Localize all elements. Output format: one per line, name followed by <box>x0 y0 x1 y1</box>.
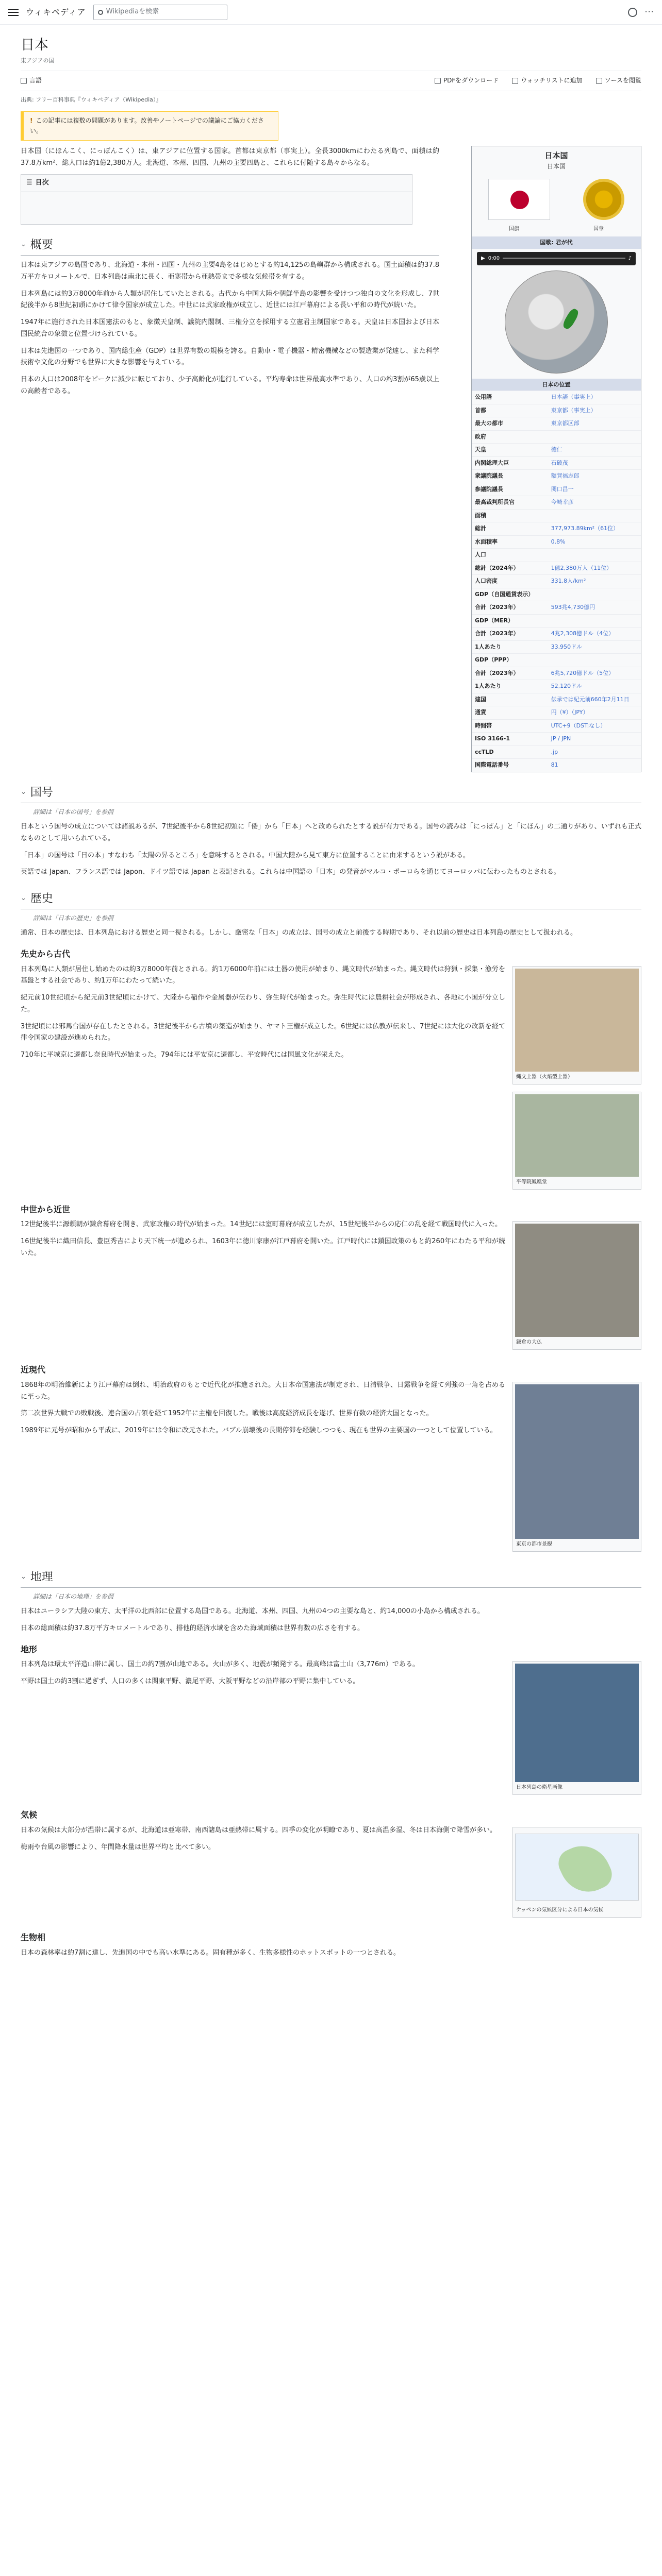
infobox <box>471 146 641 772</box>
infobox-key: 人口 <box>472 549 548 562</box>
chevron-down-icon[interactable]: ⌄ <box>21 1573 26 1581</box>
subsection-heading: 先史から古代 <box>21 949 71 959</box>
infobox-row <box>472 759 641 772</box>
paragraph: 日本列島に人類が居住し始めたのは約3万8000年前とされる。約1万6000年前には土器の使用が始まり、縄文時代が始まった。縄文時代は狩猟・採集・漁労を基盤とする社会であり、約1万年にわたって続いた。 <box>21 965 505 985</box>
more-icon[interactable]: ⋯ <box>644 6 654 18</box>
infobox-value[interactable]: 徳仁 <box>548 444 641 457</box>
infobox-value[interactable]: 石破茂 <box>548 456 641 470</box>
infobox-value[interactable]: 東京都区部 <box>548 417 641 431</box>
infobox-key: 最大の都市 <box>472 417 548 431</box>
infobox-key: GDP（MER） <box>472 614 548 628</box>
infobox-row <box>472 680 641 693</box>
infobox-value[interactable]: 593兆4,730億円 <box>548 601 641 615</box>
infobox-key: 政府 <box>472 430 548 444</box>
subsection-heading: 生物相 <box>21 1932 46 1942</box>
infobox-row <box>472 733 641 746</box>
infobox-value[interactable]: JP / JPN <box>548 733 641 746</box>
infobox-row <box>472 575 641 588</box>
infobox-value[interactable]: 伝承では紀元前660年2月11日 <box>548 693 641 706</box>
volume-icon[interactable]: ♪ <box>628 255 632 261</box>
map-caption: 日本の位置 <box>472 379 641 391</box>
figure-image[interactable] <box>515 1094 639 1177</box>
paragraph: 1989年に元号が昭和から平成に、2019年には令和に改元された。バブル崩壊後の長期停滞を経験しつつも、現在も世界の主要国の一つとして位置している。 <box>21 1427 497 1435</box>
figure[interactable] <box>512 1661 641 1795</box>
paragraph: 16世紀後半に織田信長、豊臣秀吉により天下統一が進められ、1603年に徳川家康が江戸幕府を開いた。江戸時代には鎖国政策のもと約260年にわたる平和が続いた。 <box>21 1238 505 1257</box>
anthem-audio-player[interactable] <box>477 252 636 265</box>
subsection-heading: 近現代 <box>21 1365 46 1375</box>
paragraph: 1868年の明治維新により江戸幕府は倒れ、明治政府のもとで近代化が推進された。大日本帝国憲法が制定され、日清戦争、日露戦争を経て列強の一角を占めるに至った。 <box>21 1381 505 1401</box>
figure-image[interactable] <box>515 1384 639 1539</box>
section-heading[interactable]: ⌄ 地理 <box>21 1568 641 1588</box>
paragraph: 日本の人口は2008年をピークに減少に転じており、少子高齢化が進行している。平均寿命は世界最高水準であり、人口の約3割が65歳以上の高齢者である。 <box>21 376 439 395</box>
infobox-key: ISO 3166-1 <box>472 733 548 746</box>
infobox-key: 時間帯 <box>472 719 548 733</box>
subsection-heading: 中世から近世 <box>21 1204 71 1214</box>
page-subtitle: 東アジアの国 <box>21 57 55 64</box>
intro-paragraph: 日本国（にほんこく、にっぽんこく）は、東アジアに位置する国家。首都は東京都（事実上）。全長3000kmにわたる列島で、面積は約37.8万km²、総人口は約1億2,380万人。北海道、本州、四国、九州の主要四島と、これらに付随する島々からなる。 <box>21 147 439 167</box>
infobox-value[interactable] <box>548 588 641 601</box>
page-toolbar <box>21 71 641 91</box>
infobox-row <box>472 535 641 549</box>
section-heading[interactable]: ⌄ 歴史 <box>21 890 641 909</box>
paragraph: 紀元前10世紀頃から紀元前3世紀頃にかけて、大陸から稲作や金属器が伝わり、弥生時代が始まった。弥生時代には農耕社会が形成され、各地に小国が分立した。 <box>21 994 505 1013</box>
paragraph: 日本の総面積は約37.8万平方キロメートルであり、排他的経済水域を含めた海域面積は世界有数の広さを有する。 <box>21 1624 364 1633</box>
infobox-row <box>472 654 641 667</box>
infobox-value[interactable]: 33,950ドル <box>548 640 641 654</box>
page-title: 日本 <box>21 37 48 53</box>
paragraph: 3世紀頃には邪馬台国が存在したとされる。3世紀後半から古墳の築造が始まり、ヤマト王権が成立した。6世紀には仏教が伝来し、7世紀には大化の改新を経て律令国家の建設が進められた。 <box>21 1022 505 1042</box>
paragraph: 日本という国号の成立については諸説あるが、7世紀後半から8世紀初頭に「倭」から「日本」へと改められたとする説が有力である。国号の読みは「にっぽん」と「にほん」の二通りがあり、いずれも正式なものとして用いられている。 <box>21 823 641 842</box>
infobox-key: 合計（2023年） <box>472 667 548 680</box>
infobox-value[interactable] <box>548 654 641 667</box>
infobox-value[interactable]: 額賀福志郎 <box>548 470 641 483</box>
infobox-value[interactable]: 4兆2,308億ドル（4位） <box>548 628 641 641</box>
paragraph: 日本の気候は大部分が温帯に属するが、北海道は亜寒帯、南西諸島は亜熱帯に属する。四季の変化が明瞭であり、夏は高温多湿、冬は日本海側で降雪が多い。 <box>21 1826 497 1834</box>
infobox-key: 総計（2024年） <box>472 562 548 575</box>
imperial-seal[interactable] <box>583 179 624 220</box>
section-heading[interactable]: ⌄ 国号 <box>21 784 641 803</box>
paragraph: 英語では Japan、フランス語では Japon、ドイツ語では Japan と表記される。これらは中国語の「日本」の発音がマルコ・ポーロらを通じてヨーロッパに伝わったものとされる。 <box>21 868 560 876</box>
paragraph: 710年に平城京に遷都し奈良時代が始まった。794年には平安京に遷都し、平安時代には国風文化が栄えた。 <box>21 1051 348 1059</box>
infobox-subtitle: 日本国 <box>547 162 566 170</box>
infobox-row <box>472 430 641 444</box>
infobox-value[interactable]: 関口昌一 <box>548 483 641 496</box>
infobox-key: 合計（2023年） <box>472 601 548 615</box>
infobox-row <box>472 483 641 496</box>
paragraph: 12世紀後半に源頼朝が鎌倉幕府を開き、武家政権の時代が始まった。14世紀には室町幕府が成立したが、15世紀後半からの応仁の乱を経て戦国時代に入った。 <box>21 1221 502 1229</box>
figure-caption: 東京の都市景観 <box>516 1541 552 1547</box>
infobox-key: 合計（2023年） <box>472 628 548 641</box>
infobox-key: 建国 <box>472 693 548 706</box>
infobox-row <box>472 640 641 654</box>
infobox-key: GDP（自国通貨表示） <box>472 588 548 601</box>
table-of-contents[interactable] <box>21 174 412 225</box>
figure-image[interactable] <box>515 1224 639 1337</box>
infobox-row <box>472 601 641 615</box>
paragraph: 日本はユーラシア大陸の東方、太平洋の北西部に位置する島国である。北海道、本州、四国、九州の4つの主要な島と、約14,000の小島から構成される。 <box>21 1607 484 1616</box>
figure-caption: 縄文土器（火焔型土器） <box>516 1074 573 1080</box>
top-bar <box>0 0 662 25</box>
chevron-down-icon[interactable]: ⌄ <box>21 788 26 796</box>
infobox-key: 参議院議長 <box>472 483 548 496</box>
infobox-value[interactable]: 6兆5,720億ドル（5位） <box>548 667 641 680</box>
paragraph: 「日本」の国号は「日の本」すなわち「太陽の昇るところ」を意味するとされる。中国大陸から見て東方に位置することに由来するという説がある。 <box>21 851 470 859</box>
chevron-down-icon[interactable]: ⌄ <box>21 894 26 903</box>
infobox-key: 総計 <box>472 522 548 536</box>
infobox-value[interactable]: 今崎幸彦 <box>548 496 641 510</box>
infobox-table <box>472 391 641 772</box>
from-line: 出典: フリー百科事典『ウィキペディア（Wikipedia）』 <box>21 96 162 103</box>
figure[interactable] <box>512 1221 641 1350</box>
figure[interactable] <box>512 1382 641 1552</box>
infobox-value[interactable]: 0.8% <box>548 535 641 549</box>
infobox-value[interactable]: .jp <box>548 745 641 759</box>
infobox-key: 国際電話番号 <box>472 759 548 772</box>
figure-caption: 日本列島の衛星画像 <box>516 1785 562 1791</box>
search-icon <box>98 10 103 15</box>
search-placeholder: Wikipediaを検索 <box>106 8 159 16</box>
infobox-value[interactable]: 52,120ドル <box>548 680 641 693</box>
paragraph: 梅雨や台風の影響により、年間降水量は世界平均と比べて多い。 <box>21 1843 216 1851</box>
infobox-row <box>472 444 641 457</box>
paragraph: 日本列島は環太平洋造山帯に属し、国土の約7割が山地である。火山が多く、地震が頻発する。最高峰は富士山（3,776m）である。 <box>21 1660 419 1669</box>
infobox-value[interactable] <box>548 614 641 628</box>
paragraph: 日本列島には約3万8000年前から人類が居住していたとされる。古代から中国大陸や朝鮮半島の影響を受けつつ独自の文化を形成し、7世紀後半から8世紀初頭にかけて律令国家が成立した。中世には武家政権が成立し、近世には江戸幕府による長い平和の時代が続いた。 <box>21 290 439 310</box>
audio-progress[interactable] <box>503 258 625 259</box>
figure[interactable] <box>512 1827 641 1918</box>
infobox-value[interactable]: 1億2,380万人（11位） <box>548 562 641 575</box>
toc-icon: ☰ <box>26 179 32 187</box>
search-box[interactable] <box>93 5 227 20</box>
infobox-key: 最高裁判所長官 <box>472 496 548 510</box>
infobox-value[interactable]: 円（¥）（JPY） <box>548 706 641 720</box>
infobox-row <box>472 628 641 641</box>
hatnote[interactable]: 詳細は「日本の地理」を参照 <box>33 1593 114 1601</box>
infobox-key: 内閣総理大臣 <box>472 456 548 470</box>
figure[interactable] <box>512 966 641 1084</box>
site-logo[interactable]: ウィキペディア <box>26 7 86 17</box>
infobox-key: 人口密度 <box>472 575 548 588</box>
infobox-key: GDP（PPP） <box>472 654 548 667</box>
warning-icon: ! <box>30 117 33 125</box>
menu-icon[interactable] <box>8 9 19 16</box>
watchlist-button[interactable]: ウォッチリストに追加 <box>512 76 582 86</box>
infobox-value[interactable]: 日本語（事実上） <box>548 391 641 404</box>
infobox-row <box>472 509 641 522</box>
figure-image[interactable] <box>515 969 639 1072</box>
toc-title: 目次 <box>35 179 49 187</box>
edit-icon <box>596 78 602 84</box>
maintenance-notice <box>21 111 278 140</box>
notice-text: この記事には複数の問題があります。改善やノートページでの議論にご協力ください。 <box>30 117 264 134</box>
infobox-row <box>472 693 641 706</box>
flag-caption: 国旗 <box>509 226 519 232</box>
climate-map[interactable] <box>515 1834 639 1901</box>
seal-caption: 国章 <box>593 226 604 232</box>
infobox-row <box>472 417 641 431</box>
figure[interactable] <box>512 1092 641 1190</box>
anthem-label: 国歌: 君が代 <box>472 236 641 249</box>
infobox-row <box>472 496 641 510</box>
infobox-key: 天皇 <box>472 444 548 457</box>
infobox-key: 首都 <box>472 404 548 417</box>
infobox-row <box>472 667 641 680</box>
infobox-value[interactable] <box>548 549 641 562</box>
infobox-row <box>472 706 641 720</box>
infobox-title: 日本国 <box>544 150 568 160</box>
infobox-key: 水面積率 <box>472 535 548 549</box>
download-icon <box>435 78 441 84</box>
infobox-value[interactable] <box>548 430 641 444</box>
infobox-value[interactable] <box>548 509 641 522</box>
infobox-row <box>472 719 641 733</box>
infobox-row <box>472 588 641 601</box>
location-globe[interactable] <box>505 270 608 374</box>
figure-image[interactable] <box>515 1664 639 1782</box>
paragraph: 日本の森林率は約7割に達し、先進国の中でも高い水準にある。固有種が多く、生物多様性のホットスポットの一つとされる。 <box>21 1948 400 1957</box>
hatnote[interactable]: 詳細は「日本の国号」を参照 <box>33 808 114 816</box>
infobox-key: ccTLD <box>472 745 548 759</box>
paragraph: 日本は東アジアの島国であり、北海道・本州・四国・九州の主要4島をはじめとする約14,125の島嶼群から構成される。国土面積は約37.8万平方キロメートルで、日本列島は南北に長く、亜寒帯から亜熱帯まで多様な気候帯を有する。 <box>21 261 439 281</box>
chevron-down-icon[interactable]: ⌄ <box>21 241 26 249</box>
audio-time: 0:00 <box>488 255 500 261</box>
infobox-value[interactable]: 東京都（事実上） <box>548 404 641 417</box>
infobox-row <box>472 404 641 417</box>
paragraph: 通常、日本の歴史は、日本列島における歴史と同一視される。しかし、厳密な「日本」の成立は、国号の成立と前後する時期であり、それ以前の歴史は日本列島の歴史として扱われる。 <box>21 929 577 937</box>
play-icon[interactable]: ▶ <box>481 255 485 261</box>
infobox-row <box>472 549 641 562</box>
subsection-heading: 気候 <box>21 1810 38 1820</box>
infobox-key: 衆議院議長 <box>472 470 548 483</box>
infobox-key: 通貨 <box>472 706 548 720</box>
hatnote[interactable]: 詳細は「日本の歴史」を参照 <box>33 914 114 922</box>
paragraph: 第二次世界大戦での敗戦後、連合国の占領を経て1952年に主権を回復した。戦後は高度経済成長を遂げ、世界有数の経済大国となった。 <box>21 1410 433 1418</box>
star-icon <box>512 78 518 84</box>
infobox-value[interactable]: 331.8人/km² <box>548 575 641 588</box>
figure-caption: 平等院鳳凰堂 <box>516 1179 547 1185</box>
infobox-value[interactable]: 81 <box>548 759 641 772</box>
figure-caption: 鎌倉の大仏 <box>516 1340 542 1346</box>
user-icon[interactable] <box>628 8 637 17</box>
subsection-heading: 地形 <box>21 1644 38 1654</box>
infobox-row <box>472 391 641 404</box>
infobox-key: 1人あたり <box>472 680 548 693</box>
infobox-value[interactable]: UTC+9（DST:なし） <box>548 719 641 733</box>
section-heading[interactable]: ⌄ 概要 <box>21 236 439 256</box>
infobox-row <box>472 614 641 628</box>
infobox-value[interactable]: 377,973.89km²（61位） <box>548 522 641 536</box>
download-pdf-button[interactable]: PDFをダウンロード <box>435 76 499 86</box>
article-body <box>21 146 439 403</box>
paragraph: 平野は国土の約3割に過ぎず、人口の多くは関東平野、濃尾平野、大阪平野などの沿岸部の平野に集中している。 <box>21 1677 360 1686</box>
paragraph: 1947年に施行された日本国憲法のもと、象徴天皇制、議院内閣制、三権分立を採用する立憲君主制国家である。天皇は日本国および日本国民統合の象徴と位置づけられている。 <box>21 318 439 338</box>
infobox-row <box>472 456 641 470</box>
infobox-row <box>472 562 641 575</box>
language-icon <box>21 78 27 84</box>
view-source-button[interactable]: ソースを閲覧 <box>596 76 641 86</box>
infobox-row <box>472 745 641 759</box>
infobox-row <box>472 522 641 536</box>
figure-caption: ケッペンの気候区分による日本の気候 <box>516 1907 604 1913</box>
infobox-key: 1人あたり <box>472 640 548 654</box>
infobox-key: 面積 <box>472 509 548 522</box>
language-button[interactable]: 言語 <box>21 76 42 86</box>
national-flag[interactable] <box>488 179 550 220</box>
paragraph: 日本は先進国の一つであり、国内総生産（GDP）は世界有数の規模を誇る。自動車・電子機器・精密機械などの製造業が発達し、また科学技術や文化の分野でも世界に大きな影響を与えている。 <box>21 347 439 367</box>
infobox-row <box>472 470 641 483</box>
infobox-key: 公用語 <box>472 391 548 404</box>
